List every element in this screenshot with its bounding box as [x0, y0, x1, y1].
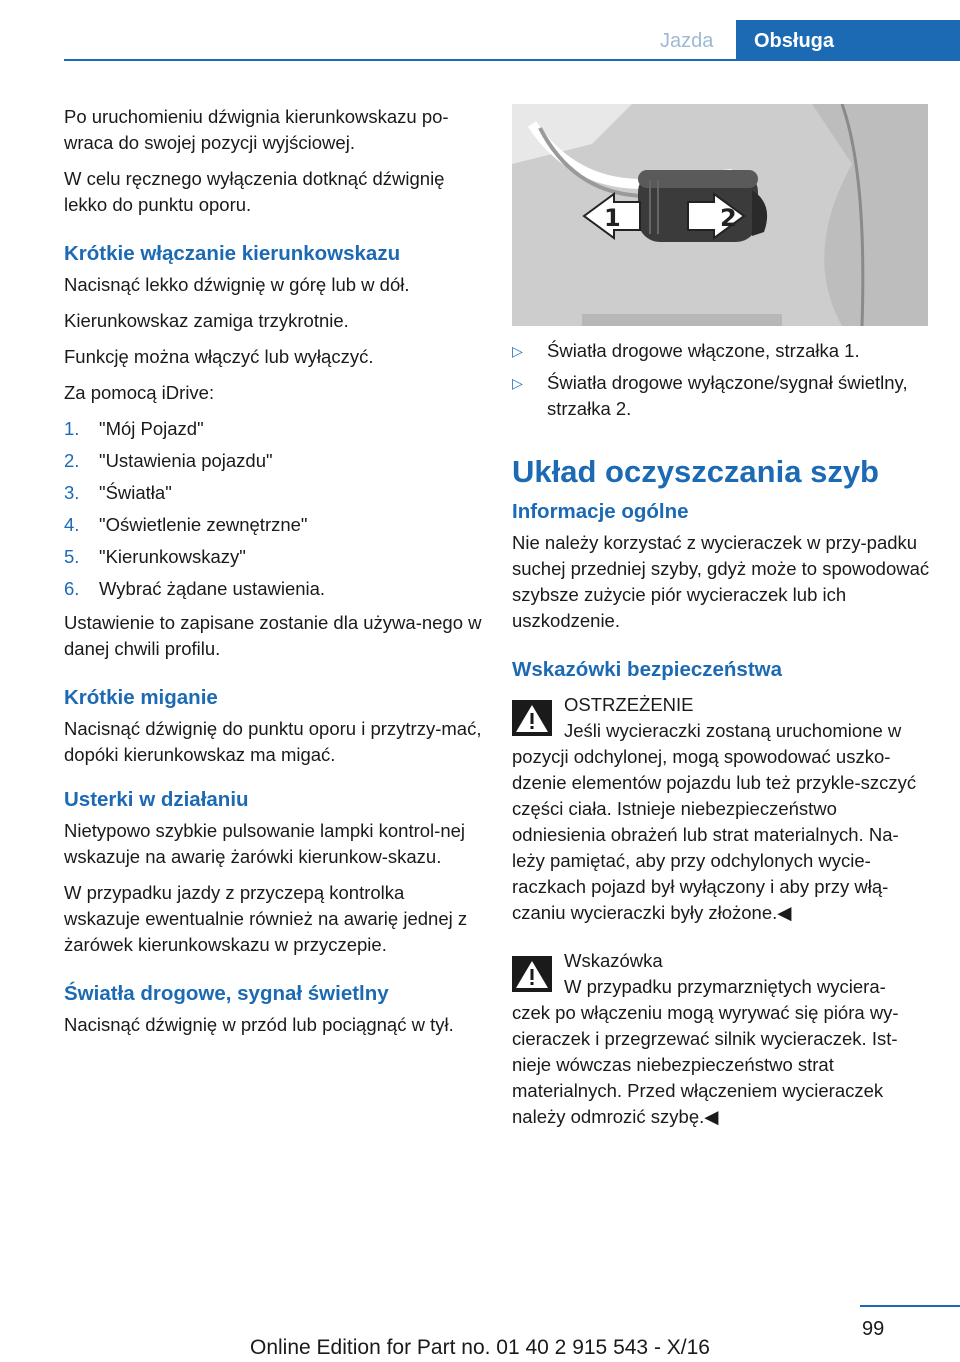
step-number: 3. [64, 482, 80, 503]
note-title: Wskazówka [564, 950, 663, 971]
note-text-lead: W przypadku przymarzniętych wyciera‐ [564, 976, 886, 997]
list-item [64, 512, 482, 538]
footer-rule [860, 1305, 960, 1307]
edition-footer: Online Edition for Part no. 01 40 2 915 543 - X/16 [250, 1336, 710, 1359]
section-heading: Informacje ogólne [512, 500, 689, 523]
paragraph: Nie należy korzystać z wycieraczek w przy‐padku suchej przedniej szyby, gdyż może to spowodować szybsze zużycie piór wycieraczek lub ich uszkodzenie. [512, 532, 930, 631]
step-number: 2. [64, 450, 80, 471]
list-item [512, 338, 930, 364]
step-text: "Światła" [99, 482, 172, 503]
list-item [64, 416, 482, 442]
paragraph: Nacisnąć dźwignię do punktu oporu i przytrzy‐mać, dopóki kierunkowskaz ma migać. [64, 718, 482, 765]
paragraph: Nacisnąć dźwignię w przód lub pociągnąć w tył. [64, 1014, 454, 1035]
arrow-1-label: 1 [604, 204, 621, 232]
list-item [64, 448, 482, 474]
section-heading: Światła drogowe, sygnał świetlny [64, 982, 389, 1005]
note-block [512, 948, 930, 1130]
chapter-title: Układ oczyszczania szyb [512, 454, 879, 489]
step-text: Wybrać żądane ustawienia. [99, 578, 326, 599]
left-column [64, 104, 482, 1048]
right-column [512, 338, 930, 1130]
idrive-steps [64, 416, 482, 602]
section-heading: Usterki w działaniu [64, 788, 249, 811]
step-number: 4. [64, 514, 80, 535]
note-text-rest: czek po włączeniu mogą wyrywać się pióra wy‐cieraczek i przegrzewać silnik wycieraczek. Ist‐nieje wówczas niebezpieczeństwo strat materialnych. Przed włączeniem wycieraczek należy odmrozić szybę.◀ [512, 1002, 899, 1127]
header-tab-jazda[interactable]: Jazda [660, 30, 714, 52]
step-text: "Kierunkowskazy" [99, 546, 246, 567]
paragraph: Za pomocą iDrive: [64, 382, 215, 403]
warning-title: OSTRZEŻENIE [564, 694, 694, 715]
section-heading: Krótkie włączanie kierunkowskazu [64, 242, 401, 265]
paragraph: Funkcję można włączyć lub wyłączyć. [64, 346, 374, 367]
paragraph: Kierunkowskaz zamiga trzykrotnie. [64, 310, 349, 331]
warning-text [512, 718, 930, 926]
list-item [64, 480, 482, 506]
step-number: 6. [64, 578, 80, 599]
list-item [64, 544, 482, 570]
warning-triangle-icon [512, 956, 552, 992]
turn-signal-lever-figure [512, 104, 928, 326]
paragraph: Po uruchomieniu dźwignia kierunkowskazu po‐wraca do swojej pozycji wyjściowej. [64, 106, 449, 153]
arrow-2-label: 2 [720, 204, 737, 232]
warning-triangle-icon [512, 700, 552, 736]
step-text: "Oświetlenie zewnętrzne" [99, 514, 308, 535]
header-tab-obsluga[interactable]: Obsługa [736, 20, 960, 61]
step-text: "Ustawienia pojazdu" [99, 450, 273, 471]
warning-text-rest: pozycji odchylonej, mogą spowodować uszko‐dzenie elementów pojazdu lub też przykle‐szczyć części ciała. Istnieje niebezpieczeństwo odniesienia obrażeń lub strat materialnych. Na‐leży pamiętać, aby przy odchylonych wycie‐raczkach pojazd był wyłączony i aby przy włą‐czaniu wycieraczki były złożone.◀ [512, 746, 917, 923]
list-item [512, 370, 930, 422]
warning-block [512, 692, 930, 926]
section-heading: Krótkie miganie [64, 686, 218, 709]
paragraph: Nacisnąć lekko dźwignię w górę lub w dół. [64, 274, 410, 295]
bullet-text: Światła drogowe wyłączone/sygnał świetlny, strzałka 2. [547, 372, 908, 419]
paragraph: Nietypowo szybkie pulsowanie lampki kontrol‐nej wskazuje na awarię żarówki kierunkow‐skazu. [64, 820, 466, 867]
paragraph: W celu ręcznego wyłączenia dotknąć dźwignię lekko do punktu oporu. [64, 168, 445, 215]
paragraph: Ustawienie to zapisane zostanie dla używa‐nego w danej chwili profilu. [64, 612, 482, 659]
list-item [64, 576, 482, 602]
bullet-triangle-icon: ▷ [512, 375, 523, 391]
step-text: "Mój Pojazd" [99, 418, 204, 439]
section-heading: Wskazówki bezpieczeństwa [512, 658, 783, 681]
warning-text-lead: Jeśli wycieraczki zostaną uruchomione w [564, 720, 902, 741]
note-text [512, 974, 930, 1130]
high-beam-list [512, 338, 930, 422]
paragraph: W przypadku jazdy z przyczepą kontrolka wskazuje ewentualnie również na awarię jednej z żarówek kierunkowskazu w przyczepie. [64, 882, 468, 955]
bullet-triangle-icon: ▷ [512, 343, 523, 359]
bullet-text: Światła drogowe włączone, strzałka 1. [547, 340, 860, 361]
step-number: 5. [64, 546, 80, 567]
page-number: 99 [862, 1318, 885, 1340]
step-number: 1. [64, 418, 80, 439]
lever-illustration [512, 104, 928, 326]
